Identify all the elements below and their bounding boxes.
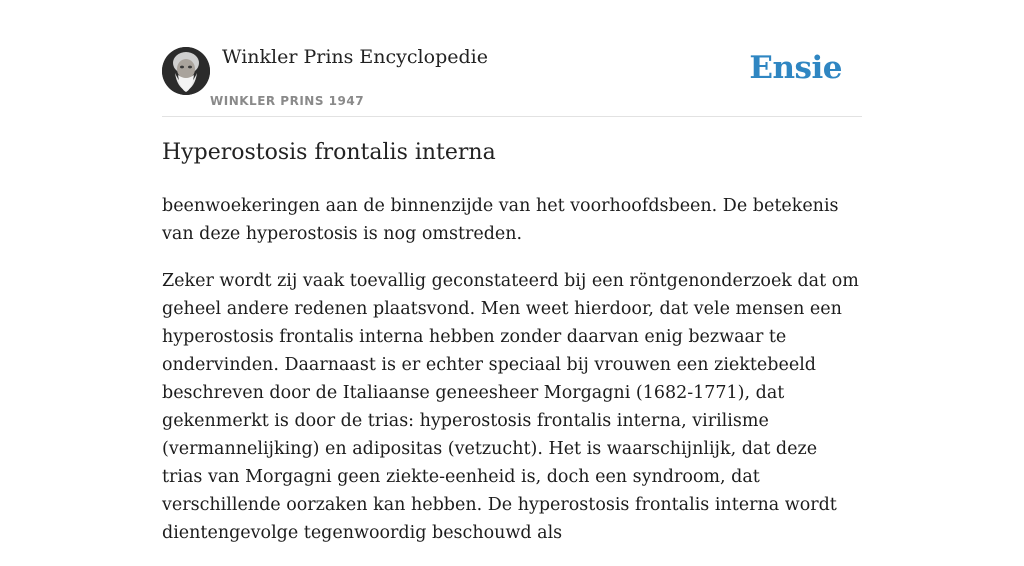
page — [162, 0, 862, 543]
ensie-logo[interactable]: Ensie — [749, 50, 842, 86]
avatar[interactable] — [162, 47, 210, 95]
bearded-man-portrait-icon — [162, 47, 210, 95]
header — [162, 0, 862, 117]
article-title: Hyperostosis frontalis interna — [162, 140, 496, 165]
article-paragraph: beenwoekeringen aan de binnenzijde van het voorhoofdsbeen. De betekenis van deze hyperostosis is nog omstreden. — [162, 196, 839, 244]
edition-label: WINKLER PRINS 1947 — [210, 94, 365, 108]
article-paragraph: Zeker wordt zij vaak toevallig geconstateerd bij een röntgenonderzoek dat om geheel andere redenen plaatsvond. Men weet hierdoor, dat vele mensen een hyperostosis frontalis interna hebben zonder daarvan enig bezwaar te ondervinden. Daarnaast is er echter speciaal bij vrouwen een ziektebeeld beschreven door de Italiaanse geneesheer Morgagni (1682-1771), dat gekenmerkt is door de trias: hyperostosis frontalis interna, virilisme (vermannelijking) en adipositas (vetzucht). Het is waarschijnlijk, dat deze trias van Morgagni geen ziekte-eenheid is, doch een syndroom, dat verschillende oorzaken kan hebben. De hyperostosis frontalis interna wordt dientengevolge tegenwoordig beschouwd als — [162, 271, 859, 543]
site-name-link[interactable]: Winkler Prins Encyclopedie — [222, 46, 488, 68]
article-body — [162, 192, 862, 566]
